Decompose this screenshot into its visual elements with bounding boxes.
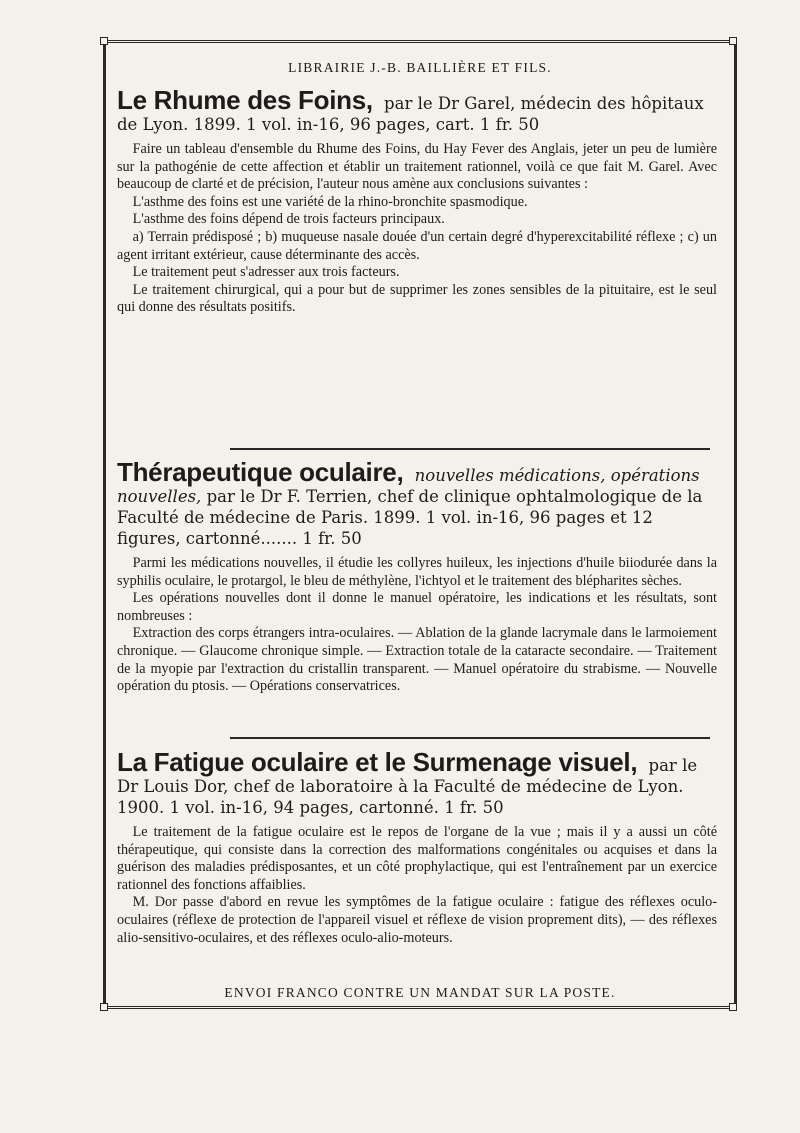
entry-heading	[117, 85, 717, 135]
entry-bibliographic: par le Dr Louis Dor, chef de laboratoire à la Faculté de médecine de Lyon. 1900. 1 vol. in-16, 94 pages, cartonné.	[117, 756, 698, 817]
paragraph: a) Terrain prédisposé ; b) muqueuse nasale douée d'un certain degré d'hyperexcitabilité réflexe ; c) un agent irritant extérieur, cause déterminante des accès.	[117, 228, 717, 263]
entry-price: 1 fr. 50	[444, 798, 504, 817]
entry-title: Thérapeutique oculaire,	[117, 457, 404, 487]
entry-rhume-des-foins	[117, 85, 717, 317]
corner-ornament	[729, 37, 737, 45]
entry-description	[117, 555, 717, 696]
paragraph: Les opérations nouvelles dont il donne le manuel opératoire, les indications et les résultats, sont nombreuses :	[117, 590, 717, 624]
corner-ornament	[100, 37, 108, 45]
paragraph: Parmi les médications nouvelles, il étudie les collyres huileux, les injections d'huile biiodurée dans la syphilis oculaire, le protargol, le bleu de méthylène, l'ichtyol et le traitement des blépharites sèches.	[117, 555, 717, 589]
entry-heading	[117, 747, 717, 818]
entry-bibliographic: par le Dr F. Terrien, chef de clinique ophtalmologique de la Faculté de médecine de Paris. 1899. 1 vol. in-16, 96 pages et 12 figures, cartonné.......	[117, 487, 703, 548]
corner-ornament	[100, 1003, 108, 1011]
section-divider	[230, 737, 710, 739]
footer-note: ENVOI FRANCO CONTRE UN MANDAT SUR LA POSTE.	[224, 985, 616, 1000]
paragraph: Faire un tableau d'ensemble du Rhume des Foins, du Hay Fever des Anglais, jeter un peu de lumière sur la pathogénie de cette affection et établir un traitement rationnel, voilà ce que fait M. Garel. Avec beaucoup de clarté et de précision, l'auteur nous amène aux conclusions suivantes :	[117, 141, 717, 193]
entry-therapeutique-oculaire	[117, 457, 717, 696]
bottom-border	[103, 1006, 737, 1009]
paragraph: M. Dor passe d'abord en revue les symptômes de la fatigue oculaire : fatigue des réflexes oculo-oculaires (réflexe de protection de l'appareil visuel et réflexe de vision proprement dits), — des réflexes alio-sensitivo-oculaires, et des réflexes oculo-alio-moteurs.	[117, 894, 717, 946]
entry-title: Le Rhume des Foins,	[117, 85, 373, 115]
paragraph: Le traitement chirurgical, qui a pour but de supprimer les zones sensibles de la pituitaire, est le seul qui donne des résultats positifs.	[117, 281, 717, 316]
entry-bibliographic: par le Dr Garel, médecin des hôpitaux de Lyon. 1899. 1 vol. in-16, 96 pages, cart.	[117, 94, 704, 134]
running-head: LIBRAIRIE J.-B. BAILLIÈRE ET FILS.	[288, 60, 552, 75]
entry-price: 1 fr. 50	[479, 115, 540, 134]
paragraph: L'asthme des foins est une variété de la rhino-bronchite spasmodique.	[132, 193, 528, 210]
paragraph: Le traitement de la fatigue oculaire est le repos de l'organe de la vue ; mais il y a aussi un côté thérapeutique, qui consiste dans la correction des malformations congénitales ou acquises et dans la guérison des maladies prédisposantes, et un côté prophylactique, qui est l'entraînement par un exercice rationnel des fonctions affaiblies.	[117, 824, 717, 893]
paragraph: Extraction des corps étrangers intra-oculaires. — Ablation de la glande lacrymale dans le larmoiement chronique. — Glaucome chronique simple. — Extraction totale de la cataracte secondaire. — Traitement de la myopie par l'extraction du cristallin transparent. — Manuel opératoire du strabisme. — Nouvelle opération du ptosis. — Opérations conservatrices.	[117, 625, 717, 695]
entry-subtitle: nouvelles médications, opérations nouvelles,	[117, 466, 700, 506]
corner-ornament	[729, 1003, 737, 1011]
entry-title: La Fatigue oculaire et le Surmenage visuel,	[117, 747, 638, 777]
entry-description	[117, 141, 717, 317]
entry-heading	[117, 457, 717, 549]
paragraph: L'asthme des foins dépend de trois facteurs principaux.	[132, 211, 445, 228]
paragraph: Le traitement peut s'adresser aux trois facteurs.	[132, 264, 400, 281]
entry-fatigue-oculaire	[117, 747, 717, 947]
entry-description	[117, 824, 717, 947]
section-divider	[230, 448, 710, 450]
entry-price: 1 fr. 50	[302, 529, 362, 548]
